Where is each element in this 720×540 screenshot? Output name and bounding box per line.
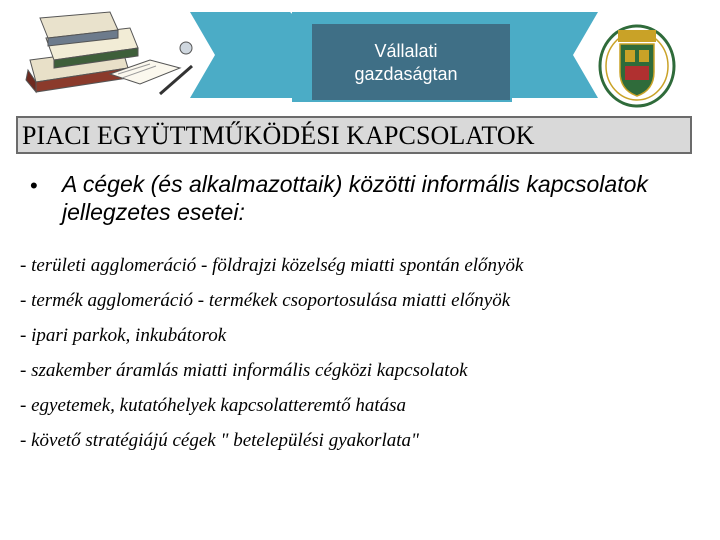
section-heading-bar — [16, 116, 692, 154]
list-item: - egyetemek, kutatóhelyek kapcsolatteremtő hatása — [20, 395, 407, 416]
banner-right-wing — [500, 12, 598, 98]
course-title — [318, 40, 494, 86]
list-item: - ipari parkok, inkubátorok — [20, 325, 227, 346]
course-title-line2: gazdaságtan — [354, 64, 458, 84]
university-crest-icon — [598, 20, 676, 108]
books-illustration-icon — [10, 8, 200, 108]
section-heading: PIACI EGYÜTTMŰKÖDÉSI KAPCSOLATOK — [22, 121, 535, 150]
list-item: - termék agglomeráció - termékek csoportosulása miatti előnyök — [20, 290, 511, 311]
course-title-line1: Vállalati — [374, 41, 438, 61]
bullet-marker: • — [30, 173, 38, 198]
list-item: - szakember áramlás miatti informális cégközi kapcsolatok — [20, 360, 468, 381]
list-item: - követő stratégiájú cégek " betelepülési gyakorlata" — [20, 430, 419, 451]
cases-list — [20, 248, 710, 458]
list-item: - területi agglomeráció - földrajzi közelség miatti spontán előnyök — [20, 255, 524, 276]
bullet-text: A cégek (és alkalmazottaik) közötti informális kapcsolatok jellegzetes esetei: — [62, 171, 648, 225]
